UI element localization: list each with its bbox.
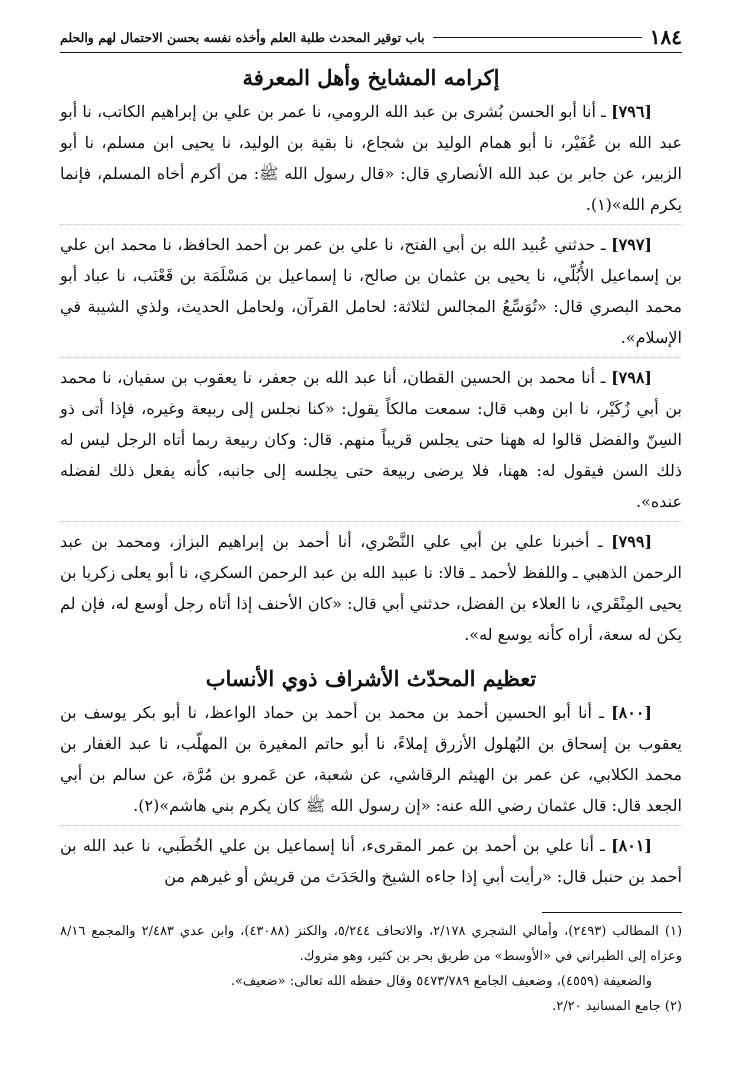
section-heading: إكرامه المشايخ وأهل المعرفة: [242, 65, 500, 90]
footnote-separator: [542, 912, 682, 913]
page-number: ١٨٤: [649, 25, 682, 49]
book-page: [60, 22, 682, 1067]
entry-text: ـ أنا أبو الحسين أحمد بن محمد بن أحمد بن حماد الواعظ، نا أبو بكر يوسف بن يعقوب بن إسحاق بن البُهلول الأزرق إملاءً، نا أبو حاتم المغيرة بن المهلّب، نا عبد الغفار بن محمد الكلابي، عن عمر بن الهيثم الرقاشي، عن شعبة، عن عَمرو بن مُرَّة، عن سالم بن أبي الجعد قال: قال عثمان رضي الله عنه: «إن رسول الله ﷺ كان يكرم بني هاشم»(٢).: [60, 703, 682, 815]
entry-number: [٧٩٦]: [611, 102, 652, 121]
hadith-entry-796: [60, 96, 682, 225]
entry-text: ـ أنا علي بن أحمد بن عمر المقرىء، أنا إسماعيل بن علي الخُطَبي، نا عبد الله بن أحمد بن حنبل قال: «رأيت أبي إذا جاءه الشيخ والحَدَث من قريش أو غيرهم من: [60, 836, 682, 886]
entry-number: [٧٩٩]: [611, 532, 653, 551]
footnote-1: (١) المطالب (٢٤٩٣)، وأمالي الشجري ٢/١٧٨، والاتحاف ٥/٢٤٤، والكنز (٤٣٠٨٨)، وابن عدي ٢/٤٨٣ والمجمع ٨/١٦ وعزاه إلى الطبراني في «الأوسط» من طريق بحر بن كثير، وهو متروك.: [60, 924, 683, 964]
entry-text: ـ أنا محمد بن الحسين القطان، أنا عبد الله بن جعفر، نا يعقوب بن سفيان، نا محمد بن أبي زُكَيْر، نا ابن وهب قال: سمعت مالكاً يقول: «كنا نجلس إلى ربيعة وغيره، فإذا أتى ذو السِنّ والفضل قالوا له ههنا حتى يجلس قريباً منهم. قال: وكان ربيعة ربما أتاه الرجل ليس له ذلك السن فيقول له: ههنا، فلا يرضى ربيعة حتى يجلسه إلى جانبه، كأنه يفعل ذلك لفضله عنده».: [60, 368, 682, 511]
entry-text: ـ أنا أبو الحسن بُشرى بن عبد الله الرومي، نا عمر بن علي بن إبراهيم الكاتب، نا أبو عبد الله بن عُفَيْر، نا أبو همام الوليد بن شجاع، نا بقية بن الوليد، نا يحيى ابن مسلم، نا أبو الزبير، عن جابر بن عبد الله الأنصاري قال: «قال رسول الله ﷺ: من أكرم أخاه المسلم، فإنما يكرم الله»(١).: [60, 102, 682, 214]
page-header: [60, 22, 682, 53]
entry-number: [٨٠١]: [611, 836, 652, 855]
header-rule: [433, 37, 642, 38]
entry-text: ـ أخبرنا علي بن أبي علي النَّصْري، أنا أحمد بن إبراهيم البزاز، ومحمد بن عبد الرحمن الذهبي ـ واللفظ لأحمد ـ قالا: نا عبيد الله بن عبد الرحمن السكري، نا أبو يعلى زكريا بن يحيى المِنْقَري، نا العلاء بن الفضل، حدثني أبي قال: «كان الأحنف إذا أتاه رجل أوسع له، فإن لم يكن له سعة، أراه كأنه يوسع له».: [60, 532, 683, 644]
footnote-1-continued: والضعيفة (٤٥٥٩)، وضعيف الجامع ٥٤٧٣/٧٨٩ وقال حفظه الله تعالى: «ضعيف».: [230, 974, 652, 989]
hadith-entry-800: [60, 697, 682, 826]
footnote-2: (٢) جامع المسانيد ٢/٢٠.: [552, 999, 682, 1014]
section-heading: تعظيم المحدّث الأشراف ذوي الأنساب: [205, 666, 537, 691]
hadith-entry-799: [60, 526, 682, 654]
entry-number: [٨٠٠]: [611, 703, 652, 722]
hadith-entry-798: [60, 362, 682, 522]
entry-number: [٧٩٨]: [611, 368, 652, 387]
entry-text: ـ حدثني عُبيد الله بن أبي الفتح، نا علي بن عمر بن أحمد الحافظ، نا محمد ابن علي بن إسماعيل الأُبُلّي، نا يحيى بن عثمان بن صالح، نا إسماعيل بن مَسْلَمَة بن قَعْنَب، نا عباد أبو محمد البصري قال: «تُوَسِّعُ المجالس لثلاثة: لحامل القرآن، ولحامل الحديث، ولذي الشيبة في الإسلام».: [60, 235, 682, 347]
entry-number: [٧٩٧]: [611, 235, 652, 254]
hadith-entry-797: [60, 229, 682, 358]
running-title: باب توقير المحدث طلبة العلم وأخذه نفسه بحسن الاحتمال لهم والحلم: [60, 29, 425, 45]
hadith-entry-801: [60, 830, 682, 896]
